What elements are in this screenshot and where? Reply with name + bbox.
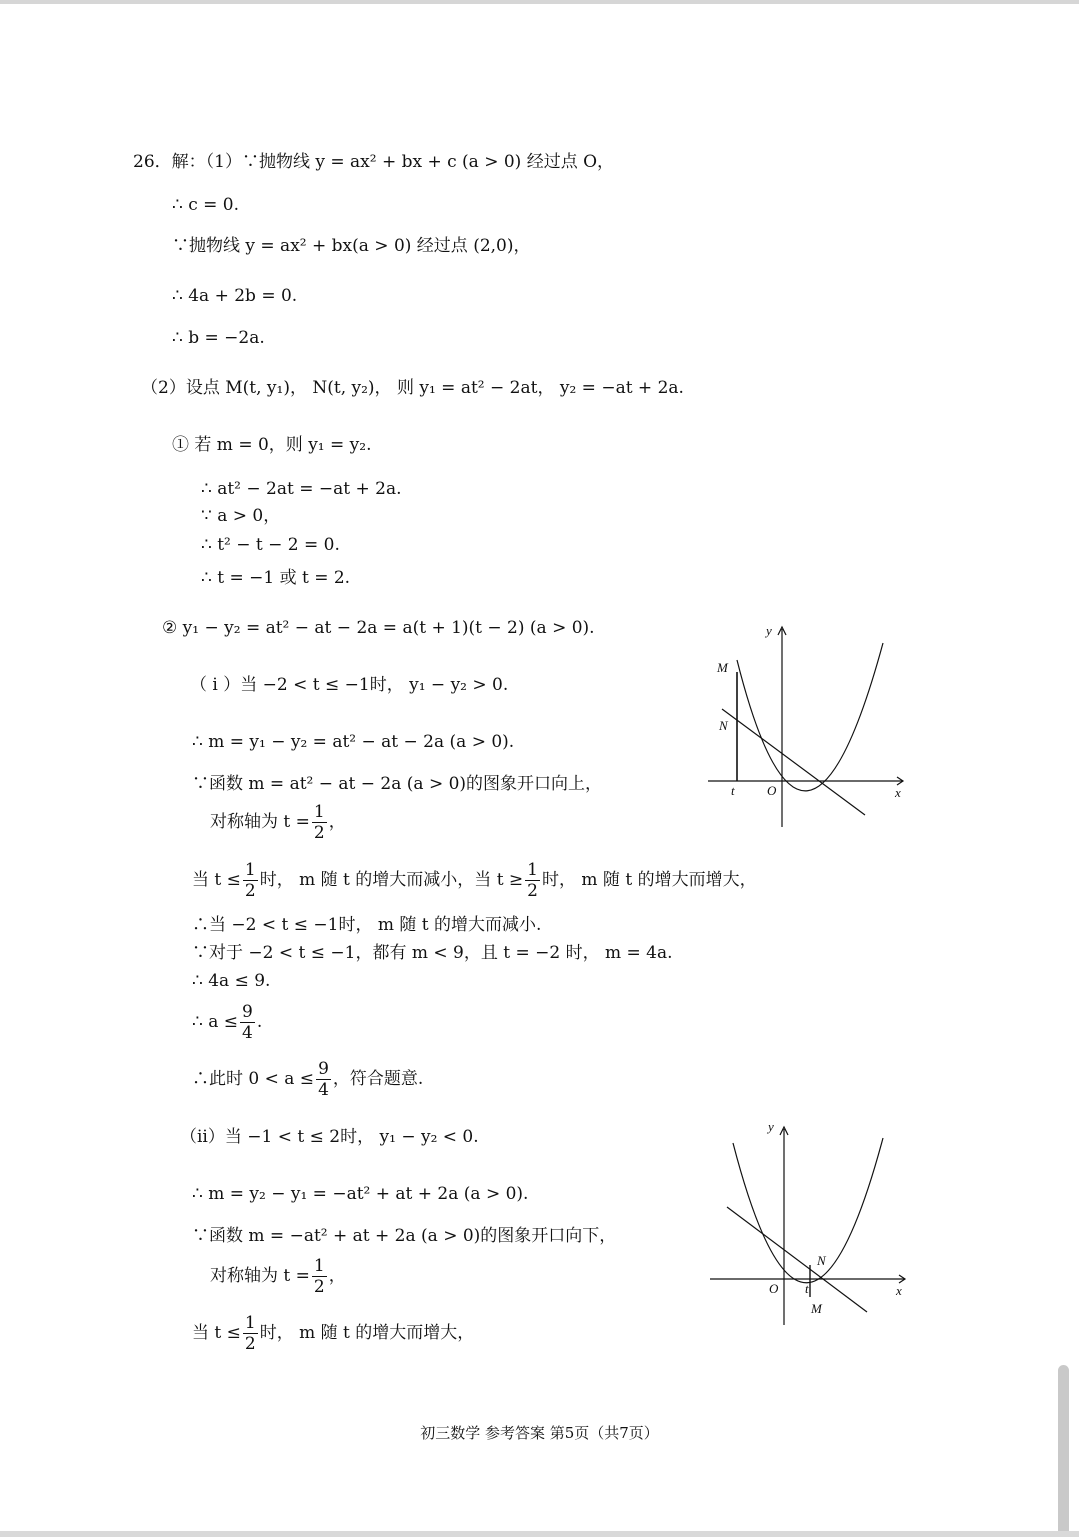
axis-of-symmetry-1: 对称轴为 t = $\frac{1}{2}$ ，	[210, 802, 346, 843]
monotonicity-line: 当 t ≤ $\frac{1}{2}$ 时， m 随 t 的增大而减小，当 t ≥ $\frac{1}{2}$ 时， m 随 t 的增大而增大，	[192, 860, 757, 901]
graph1-line	[722, 709, 865, 815]
conclusion-line: ∴此时 0 < a ≤ $\frac{9}{4}$ ，符合题意.	[192, 1059, 424, 1100]
graph1-parabola	[737, 643, 883, 791]
graph2-parabola	[733, 1138, 883, 1283]
solution-line-8: ∴ at² − 2at = −at + 2a.	[201, 479, 402, 499]
graph1-label-t: t	[731, 783, 735, 798]
graph1-label-N: N	[719, 718, 728, 733]
solution-line-19: （ii）当 −1 < t ≤ 2时， y₁ − y₂ < 0.	[180, 1127, 479, 1147]
graph2-label-N: N	[817, 1253, 826, 1268]
solution-line-7: ① 若 m = 0，则 y₁ = y₂.	[172, 435, 372, 455]
axis-of-symmetry-2: 对称轴为 t = $\frac{1}{2}$ ，	[210, 1256, 346, 1297]
solution-line-18: ∴ 4a ≤ 9.	[192, 971, 271, 991]
graph1-label-y: y	[766, 623, 772, 638]
solution-line-15: ∵函数 m = at² − at − 2a (a > 0)的图象开口向上，	[192, 774, 603, 794]
solution-line-16: ∴当 −2 < t ≤ −1时， m 随 t 的增大而减小.	[192, 915, 542, 935]
solution-line-6: （2）设点 M(t, y₁)， N(t, y₂)， 则 y₁ = at² − 2at， y₂ = −at + 2a.	[141, 378, 684, 398]
solution-line-12: ② y₁ − y₂ = at² − at − 2a = a(t + 1)(t − 2) (a > 0).	[162, 618, 595, 638]
graph1-label-M: M	[717, 660, 728, 675]
solution-line-13: （ i ）当 −2 < t ≤ −1时， y₁ − y₂ > 0.	[190, 675, 509, 695]
scrollbar-thumb[interactable]	[1058, 1365, 1069, 1537]
solution-line-21: ∵函数 m = −at² + at + 2a (a > 0)的图象开口向下，	[192, 1226, 617, 1246]
solution-line-17: ∵对于 −2 < t ≤ −1，都有 m < 9，且 t = −2 时， m = 4a.	[192, 943, 673, 963]
solution-line-5: ∴ b = −2a.	[172, 328, 265, 348]
solution-line-3: ∵抛物线 y = ax² + bx(a > 0) 经过点 (2,0)，	[172, 236, 531, 256]
monotonicity-line-2: 当 t ≤ $\frac{1}{2}$ 时， m 随 t 的增大而增大，	[192, 1313, 475, 1354]
bottom-edge	[0, 1531, 1079, 1537]
solution-line-11: ∴ t = −1 或 t = 2.	[201, 568, 351, 588]
a-bound-line: ∴ a ≤ $\frac{9}{4}$ .	[192, 1002, 263, 1043]
solution-line-1: 26．解：（1）∵抛物线 y = ax² + bx + c (a > 0) 经过点 O，	[133, 152, 615, 172]
graph2-label-y: y	[768, 1119, 774, 1134]
solution-line-2: ∴ c = 0.	[172, 195, 240, 215]
solution-line-14: ∴ m = y₁ − y₂ = at² − at − 2a (a > 0).	[192, 732, 515, 752]
solution-line-10: ∴ t² − t − 2 = 0.	[201, 535, 340, 555]
graph1-label-x: x	[895, 785, 901, 800]
graph2-label-x: x	[896, 1283, 902, 1298]
solution-line-20: ∴ m = y₂ − y₁ = −at² + at + 2a (a > 0).	[192, 1184, 529, 1204]
page-footer: 初三数学 参考答案 第5页（共7页）	[420, 1424, 659, 1442]
solution-line-4: ∴ 4a + 2b = 0.	[172, 286, 298, 306]
top-edge	[0, 0, 1079, 4]
graph2-label-M: M	[811, 1301, 822, 1316]
solution-line-9: ∵ a > 0，	[201, 506, 281, 526]
parabola-graph-1	[700, 615, 915, 830]
graph1-label-O: O	[767, 783, 777, 798]
graph2-label-t: t	[805, 1281, 809, 1296]
graph2-label-O: O	[769, 1281, 779, 1296]
parabola-graph-2	[700, 1115, 915, 1330]
graph2-line	[727, 1207, 867, 1312]
